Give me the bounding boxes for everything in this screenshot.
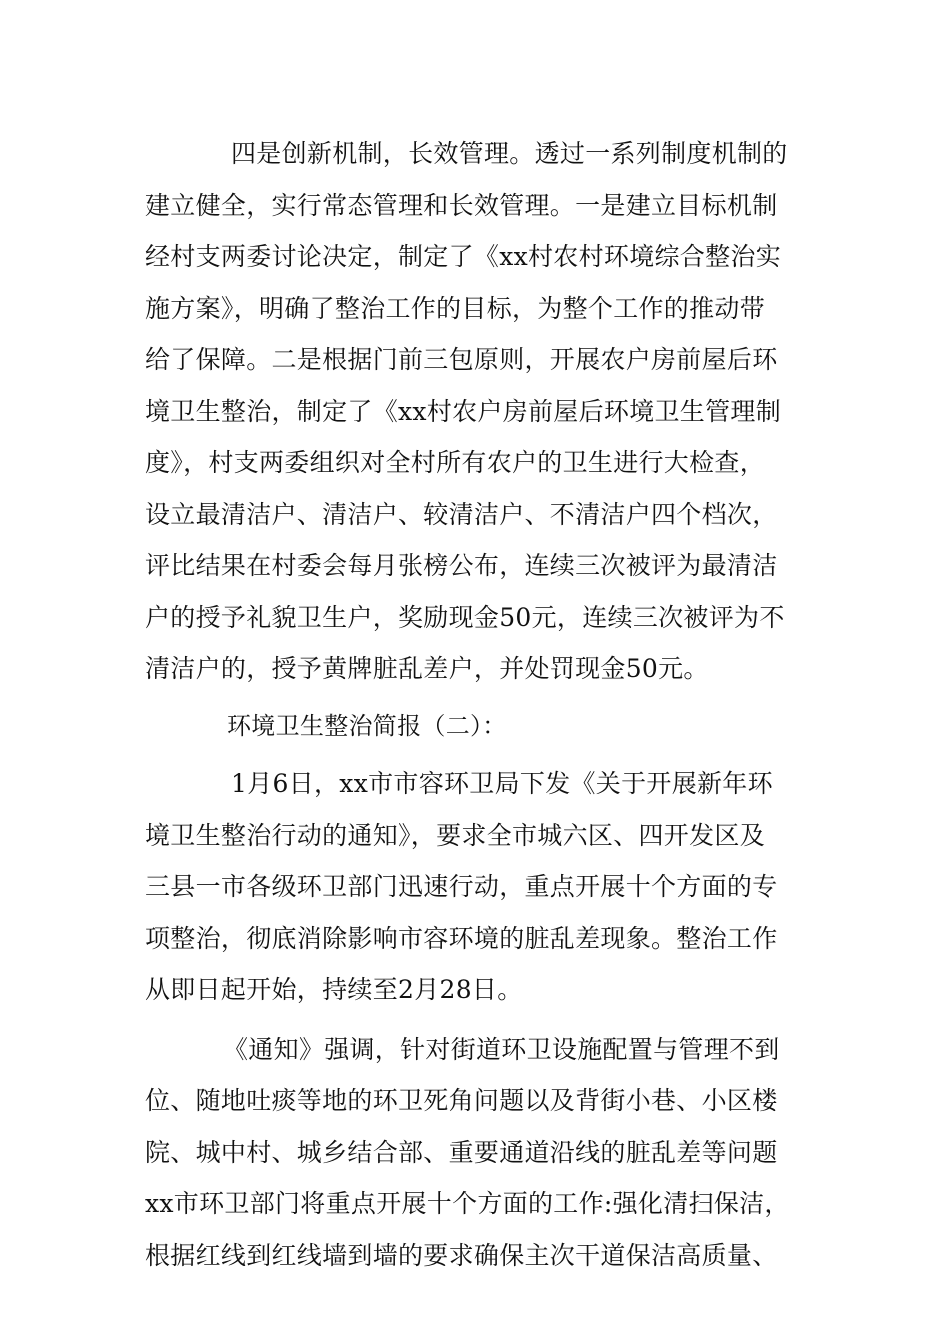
text-line: 清洁户的，授予黄牌脏乱差户，并处罚现金50元。 (145, 654, 709, 683)
paragraph-mechanism (145, 128, 805, 695)
document-body (145, 128, 805, 1281)
text-line: 评比结果在村委会每月张榜公布，连续三次被评为最清洁 (145, 551, 778, 580)
text-line: 从即日起开始，持续至2月28日。 (145, 975, 523, 1004)
text-line: 建立健全，实行常态管理和长效管理。一是建立目标机制 (145, 190, 778, 220)
text-line: 根据红线到红线墙到墙的要求确保主次干道保洁高质量、 (145, 1240, 778, 1270)
paragraph-notice (145, 758, 805, 1016)
text-line: 三县一市各级环卫部门迅速行动，重点开展十个方面的专 (145, 872, 778, 901)
text-line: 院、城中村、城乡结合部、重要通道沿线的脏乱差等问题 (145, 1137, 778, 1167)
text-line: 四是创新机制，长效管理。透过一系列制度机制的 (231, 139, 788, 168)
text-line: 《通知》强调，针对街道环卫设施配置与管理不到 (223, 1034, 780, 1064)
section-heading: 环境卫生整治简报（二）： (227, 711, 507, 740)
text-line: 项整治，彻底消除影响市容环境的脏乱差现象。整治工作 (145, 923, 778, 953)
text-line: 设立最清洁户、清洁户、较清洁户、不清洁户四个档次， (145, 499, 778, 529)
text-line: 境卫生整治，制定了《xx村农户房前屋后环境卫生管理制 (145, 396, 782, 426)
text-line: 境卫生整治行动的通知》，要求全市城六区、四开发区及 (145, 820, 766, 850)
text-line: 度》，村支两委组织对全村所有农户的卫生进行大检查， (145, 448, 766, 477)
text-line: 经村支两委讨论决定，制定了《xx村农村环境综合整治实 (145, 242, 782, 271)
text-line: 施方案》，明确了整治工作的目标，为整个工作的推动带 (145, 293, 766, 323)
text-line: 位、随地吐痰等地的环卫死角问题以及背街小巷、小区楼 (145, 1086, 778, 1115)
text-line: 给了保障。二是根据门前三包原则，开展农户房前屋后环 (145, 345, 778, 374)
text-line: 1月6日，xx市市容环卫局下发《关于开展新年环 (231, 769, 773, 798)
text-line: 户的授予礼貌卫生户，奖励现金50元，连续三次被评为不 (145, 602, 785, 632)
text-line: xx市环卫部门将重点开展十个方面的工作:强化清扫保洁， (145, 1189, 790, 1218)
paragraph-emphasis (145, 1024, 805, 1282)
